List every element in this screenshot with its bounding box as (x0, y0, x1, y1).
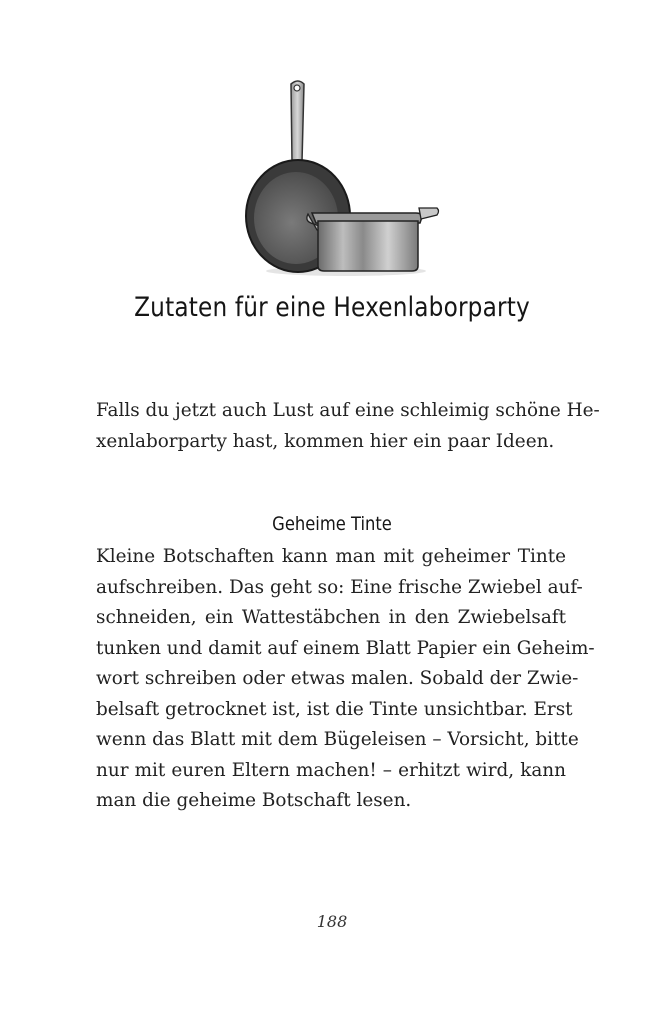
section-line: schneiden, ein Wattestäbchen in den Zwiebelsaft (96, 607, 566, 628)
section-line: aufschreiben. Das geht so: Eine frische Zwiebel auf- (96, 576, 583, 598)
intro-line: xenlaborparty hast, kommen hier ein paar Ideen. (96, 430, 555, 452)
chapter-title: Zutaten für eine Hexenlaborparty (134, 292, 530, 323)
pan-and-pot-icon (236, 76, 441, 276)
section-line: man die geheime Botschaft lesen. (96, 790, 412, 811)
section-line: wenn das Blatt mit dem Bügeleisen – Vorsicht, bitte (96, 729, 579, 750)
section-line: tunken und damit auf einem Blatt Papier ein Geheim- (96, 637, 595, 659)
section-paragraph (96, 542, 595, 817)
intro-paragraph (96, 396, 600, 457)
page-number: 188 (316, 912, 348, 931)
section-line: nur mit euren Eltern machen! – erhitzt wird, kann (96, 759, 566, 781)
intro-line: Falls du jetzt auch Lust auf eine schleimig schöne He- (96, 400, 600, 421)
section-line: belsaft getrocknet ist, ist die Tinte unsichtbar. Erst (96, 698, 573, 720)
section-line: Kleine Botschaften kann man mit geheimer Tinte (96, 546, 566, 567)
cookware-illustration (236, 76, 441, 276)
section-title: Geheime Tinte (272, 513, 392, 535)
section-line: wort schreiben oder etwas malen. Sobald der Zwie- (96, 668, 579, 689)
